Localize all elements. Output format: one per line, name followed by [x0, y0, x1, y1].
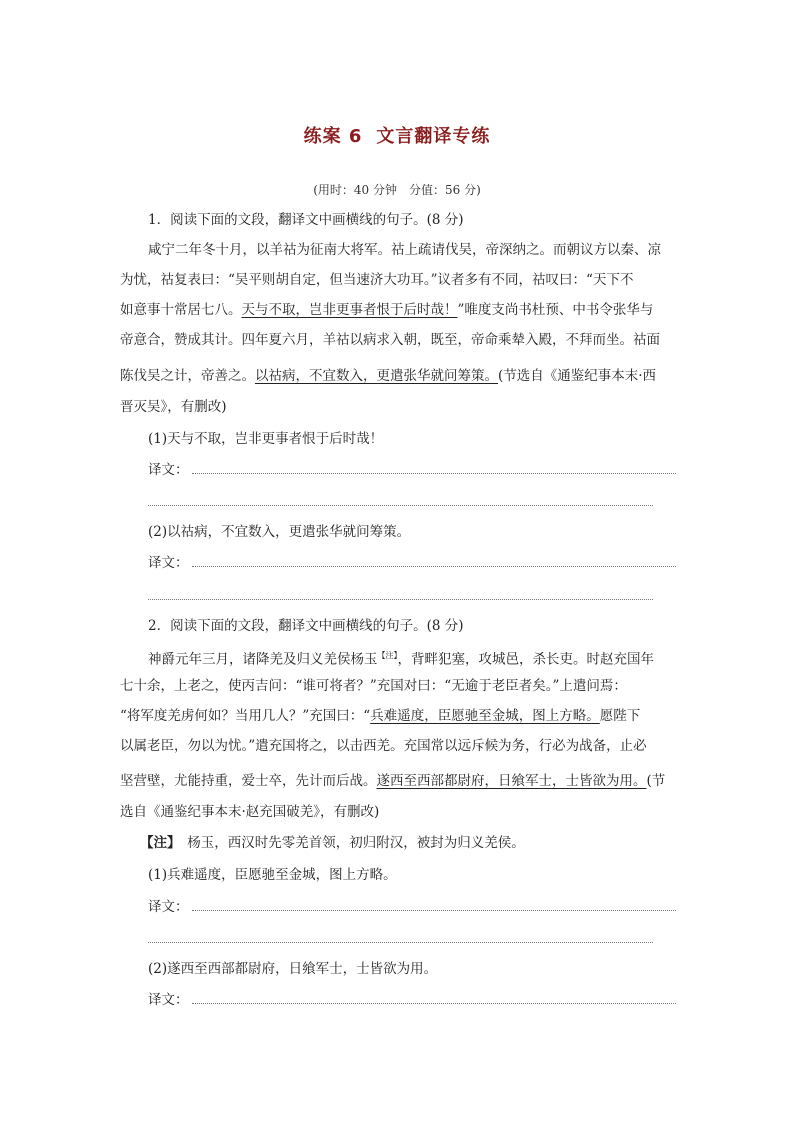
- q1-text: ”唯度支尚书杜预、中书令张华与: [457, 302, 654, 318]
- q1-text: 如意事十常居七八。: [120, 302, 242, 318]
- q2-text: ，背畔犯塞，攻城邑，杀长吏。时赵充国年: [397, 651, 654, 668]
- answer-line-continued: [148, 942, 653, 943]
- answer-label: 译文：: [148, 555, 189, 571]
- answer-line-continued: [148, 599, 653, 600]
- q2-sub-question-2: (2)遂西至西部都尉府，日飨军士，士皆欲为用。: [148, 961, 438, 977]
- q2-answer-2[interactable]: [148, 991, 676, 1009]
- q2-passage-line-6: 选自《通鉴纪事本末·赵充国破羌》，有删改): [120, 804, 380, 820]
- answer-label: 译文：: [148, 992, 189, 1008]
- q1-passage-line-4: 帝意合，赞成其计。四年夏六月，羊祜以病求入朝，既至，帝命乘辇入殿，不拜而坐。祜面: [120, 332, 660, 348]
- q1-passage-line-2: 为忧，祜复表曰：“吴平则胡自定，但当速济大功耳。”议者多有不同，祜叹曰：“天下不: [120, 272, 634, 288]
- q1-passage-line-6: 晋灭吴》，有删改): [120, 399, 227, 415]
- answer-line: [192, 473, 676, 474]
- footnote-tag: 【注】: [140, 835, 174, 851]
- answer-line: [192, 566, 676, 567]
- time-score-info: (用时：40 分钟 分值：56 分): [313, 183, 481, 197]
- answer-label: 译文：: [148, 462, 189, 478]
- q2-sub-question-1: (1)兵难遥度，臣愿驰至金城，图上方略。: [148, 867, 397, 883]
- q2-answer-1[interactable]: [148, 898, 676, 916]
- answer-label: 译文：: [148, 899, 189, 915]
- q1-answer-2[interactable]: [148, 554, 676, 572]
- q2-passage-line-5: [120, 772, 665, 790]
- q2-passage-line-3: [120, 707, 640, 725]
- answer-line-continued: [148, 505, 653, 506]
- footnote-marker: 【注】: [377, 651, 398, 660]
- q2-text: 坚营壁，尤能持重，爱士卒，先计而后战。: [120, 773, 377, 789]
- q2-source: (节: [646, 773, 666, 789]
- q1-sub-question-1: (1)天与不取，岂非更事者恨于后时哉！: [148, 431, 384, 447]
- q1-prompt: 1．阅读下面的文段，翻译文中画横线的句子。(8 分): [148, 212, 464, 228]
- q1-passage-line-3: [120, 301, 653, 319]
- exercise-number: 练案 6: [303, 126, 363, 147]
- q1-source: (节选自《通鉴纪事本末·西: [498, 368, 657, 384]
- q2-passage-line-1: [148, 647, 654, 669]
- q1-text: 陈伐吴之计，帝善之。: [120, 368, 255, 384]
- page-title: [0, 122, 794, 148]
- q1-answer-1[interactable]: [148, 461, 676, 479]
- q2-text: 愿陛下: [599, 708, 641, 724]
- q1-passage-line-5: [120, 367, 656, 385]
- q2-passage-line-2: 七十余，上老之，使丙吉问：“谁可将者？”充国对曰：“无逾于老臣者矣。”上遣问焉：: [120, 678, 627, 694]
- q2-text: 神爵元年三月，诸降羌及归义羌侯杨玉: [148, 651, 378, 668]
- answer-line: [192, 1003, 676, 1004]
- q1-underlined-sentence-2: 以祜病，不宜数入，更遣张华就问筹策。: [255, 368, 498, 384]
- answer-line: [192, 910, 676, 911]
- q2-passage-line-4: 以属老臣，勿以为忧。”遣充国将之，以击西羌。充国常以远斥候为务，行必为战备，止必: [120, 738, 647, 754]
- q2-footnote: [140, 834, 525, 852]
- q1-passage-line-1: 咸宁二年冬十月，以羊祜为征南大将军。祜上疏请伐吴，帝深纳之。而朝议方以秦、凉: [148, 242, 661, 258]
- q2-underlined-sentence-1: 兵难遥度，臣愿驰至金城，图上方略。: [370, 708, 600, 724]
- q1-underlined-sentence-1: 天与不取，岂非更事者恨于后时哉！: [241, 302, 458, 318]
- q2-prompt: 2．阅读下面的文段，翻译文中画横线的句子。(8 分): [148, 618, 464, 634]
- q2-underlined-sentence-2: 遂西至西部都尉府，日飨军士，士皆欲为用。: [376, 773, 647, 789]
- footnote-text: 杨玉，西汉时先零羌首领，初归附汉，被封为归义羌侯。: [187, 835, 525, 851]
- q1-sub-question-2: (2)以祜病，不宜数入，更遣张华就问筹策。: [148, 524, 411, 540]
- q2-text: “将军度羌虏何如？当用几人？”充国曰：“: [120, 708, 371, 724]
- exercise-title: 文言翻译专练: [376, 126, 491, 147]
